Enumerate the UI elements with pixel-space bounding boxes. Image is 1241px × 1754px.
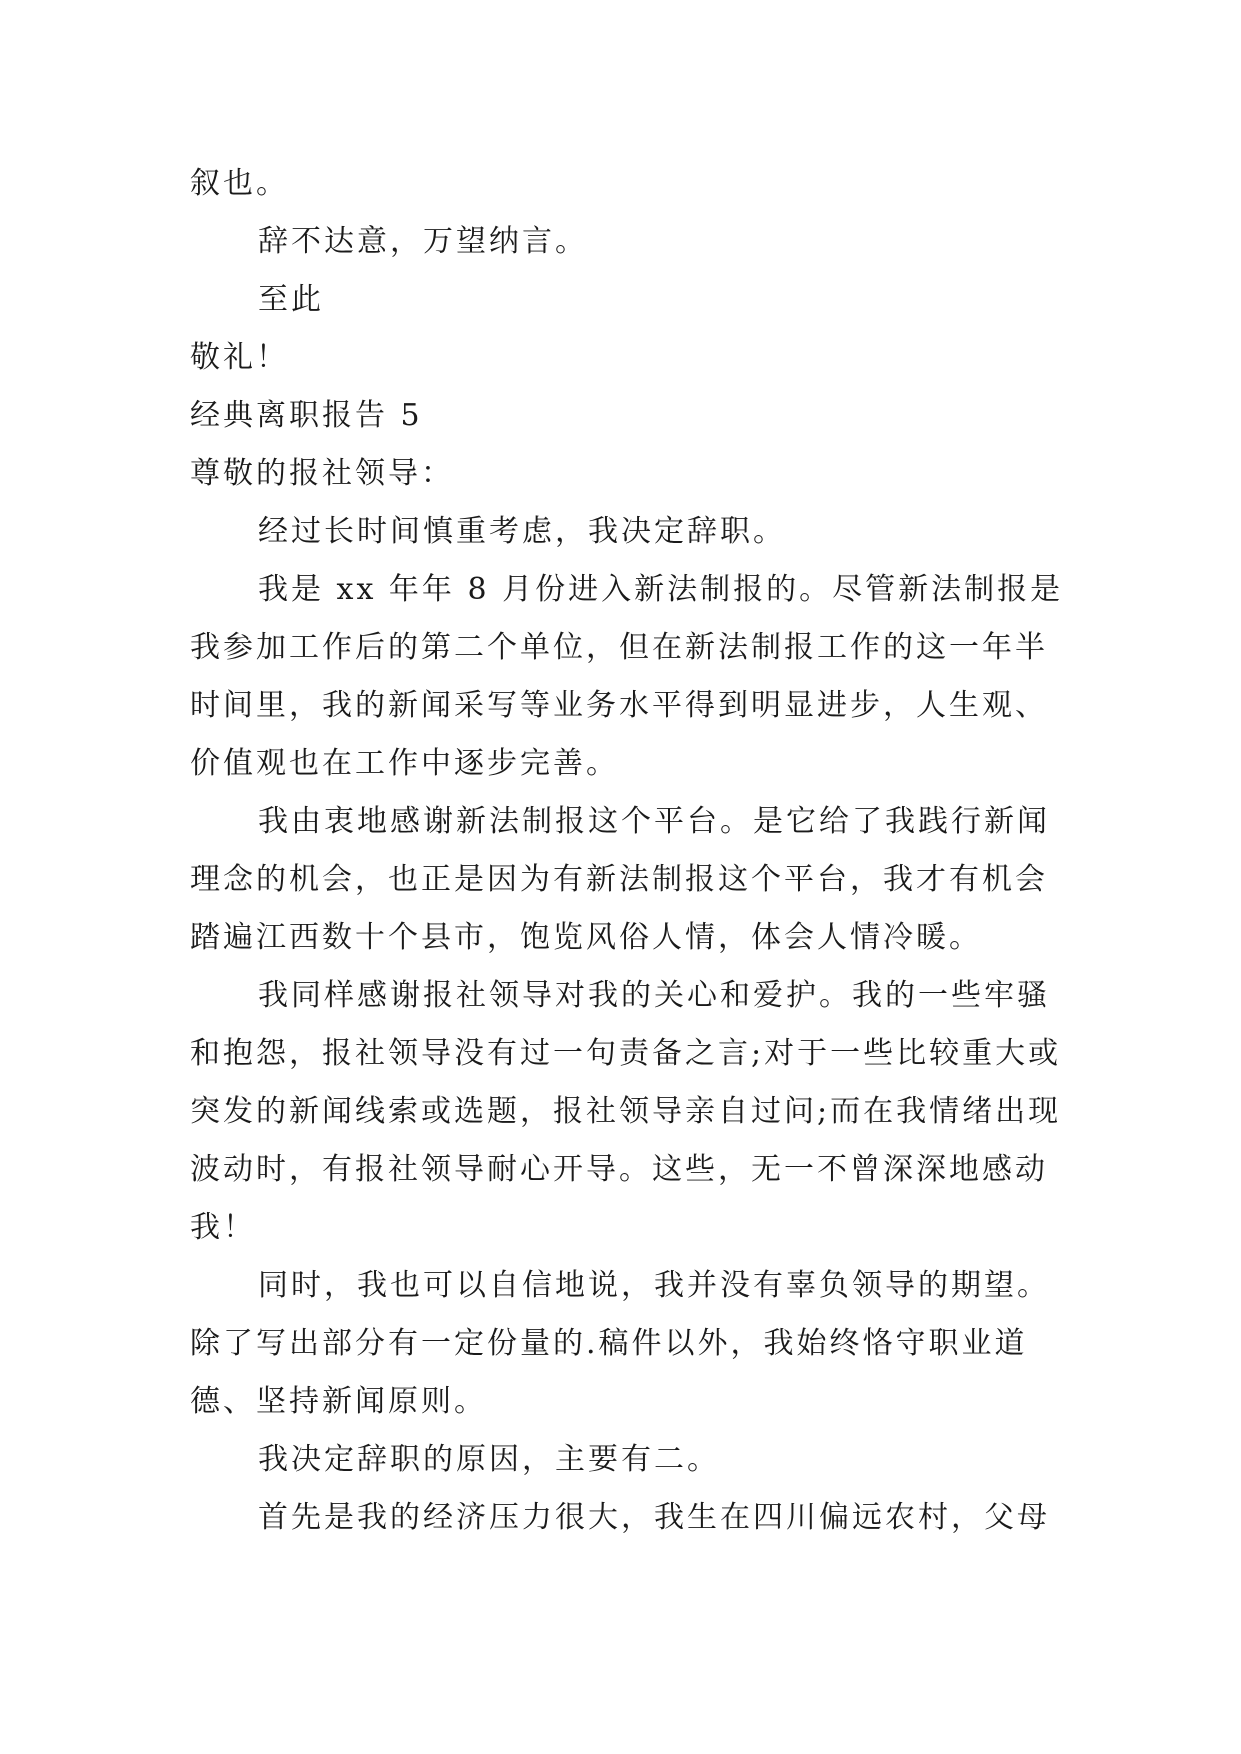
addressee: 尊敬的报社领导： [190,456,454,491]
document-body [190,155,1070,1547]
paragraph: 辞不达意，万望纳言。 [258,224,588,259]
paragraph: 首先是我的经济压力很大，我生在四川偏远农村，父母 [258,1500,1050,1535]
section-title: 经典离职报告 5 [190,398,423,433]
paragraph: 我同样感谢报社领导对我的关心和爱护。我的一些牢骚和抱怨，报社领导没有过一句责备之言;对于一些比较重大或突发的新闻线索或选题，报社领导亲自过问;而在我情绪出现波动时，有报社领导耐心开导。这些，无一不曾深深地感动我！ [190,978,1062,1245]
paragraph: 我决定辞职的原因，主要有二。 [258,1442,720,1477]
salutation: 敬礼！ [190,340,289,375]
paragraph: 至此 [258,282,324,317]
paragraph: 同时，我也可以自信地说，我并没有辜负领导的期望。除了写出部分有一定份量的.稿件以外，我始终恪守职业道德、坚持新闻原则。 [190,1268,1050,1419]
paragraph: 叙也。 [190,166,289,201]
paragraph: 我是 xx 年年 8 月份进入新法制报的。尽管新法制报是我参加工作后的第二个单位，但在新法制报工作的这一年半时间里，我的新闻采写等业务水平得到明显进步，人生观、价值观也在工作中逐步完善。 [190,572,1064,781]
paragraph: 经过长时间慎重考虑，我决定辞职。 [258,514,786,549]
paragraph: 我由衷地感谢新法制报这个平台。是它给了我践行新闻理念的机会，也正是因为有新法制报这个平台，我才有机会踏遍江西数十个县市，饱览风俗人情，体会人情冷暖。 [190,804,1050,955]
